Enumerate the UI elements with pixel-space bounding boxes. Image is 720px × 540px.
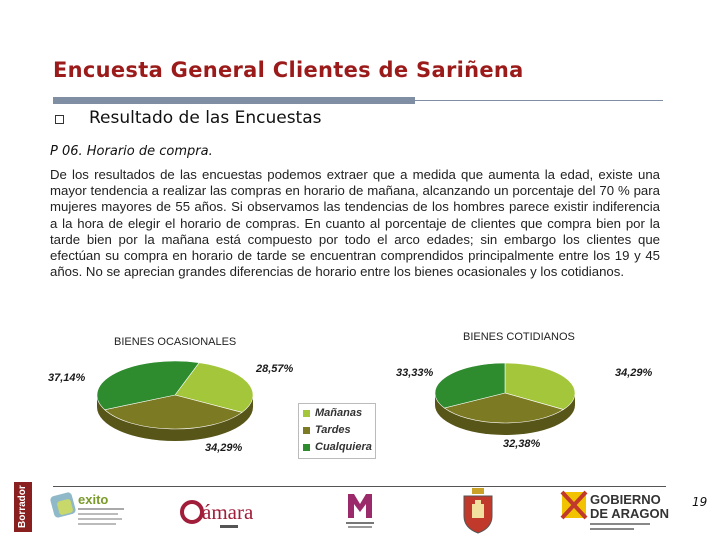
legend-swatch-mananas	[303, 410, 310, 417]
pie-label-cotidianos-mananas: 34,29%	[615, 367, 653, 379]
gobierno-aragon-logo	[560, 490, 670, 534]
legend-item-cualquiera	[303, 441, 372, 455]
legend-label: Mañanas	[315, 407, 363, 419]
pie-label-ocasionales-mananas: 28,57%	[256, 363, 294, 375]
pie-label-cotidianos-cualquiera: 33,33%	[396, 367, 434, 379]
chart-title-ocasionales: BIENES OCASIONALES	[114, 336, 237, 348]
legend-item-mananas	[303, 407, 362, 421]
legend-label: Tardes	[315, 424, 351, 436]
legend-swatch-tardes	[303, 427, 310, 434]
results-paragraph: De los resultados de las encuestas podemos extraer que a medida que aumenta la edad, existe una mayor tendencia a realizar las compras en horario de mañana, alcanzando un porcentaje del 70 % para mujeres mayores de 55 años. Si observamos las tendencias de los hombres parece existir indiferencia a la hora de elegir el horario de compras. En cuanto al porcentaje de clientes que compra bien por la tarde bien por la mañana está compuesto por todo el arco edades; sin embargo los clientes que efectúan su compra en horario de tarde se encuentran comprendidos principalmente entre los 19 y 45 años. No se aprecian grandes diferencias de horario entre los bienes ocasionales y los cotidianos.	[50, 167, 660, 280]
legend-item-tardes	[303, 424, 351, 438]
svg-text:DE ARAGON: DE ARAGON	[590, 506, 669, 521]
draft-watermark: Borrador	[14, 482, 32, 532]
svg-text:exito: exito	[78, 492, 109, 507]
pie-label-cotidianos-tardes: 32,38%	[503, 438, 541, 450]
page-title: Encuesta General Clientes de Sariñena	[53, 58, 524, 82]
pie-label-ocasionales-tardes: 34,29%	[205, 442, 243, 454]
pie-label-ocasionales-cualquiera: 37,14%	[48, 372, 86, 384]
chart-legend	[298, 403, 376, 459]
svg-text:ámara: ámara	[202, 500, 254, 524]
town-shield-icon	[460, 488, 496, 534]
footer-divider	[53, 486, 666, 487]
section-subtitle: Resultado de las Encuestas	[89, 108, 322, 128]
escuela-logo	[340, 490, 380, 534]
page-number: 19	[692, 495, 708, 509]
svg-text:GOBIERNO: GOBIERNO	[590, 492, 661, 507]
legend-swatch-cualquiera	[303, 444, 310, 451]
chart-title-cotidianos: BIENES COTIDIANOS	[463, 331, 575, 343]
exito-logo	[50, 490, 130, 534]
question-heading: P 06. Horario de compra.	[50, 144, 213, 159]
legend-label: Cualquiera	[315, 441, 372, 453]
camara-logo	[180, 494, 280, 534]
